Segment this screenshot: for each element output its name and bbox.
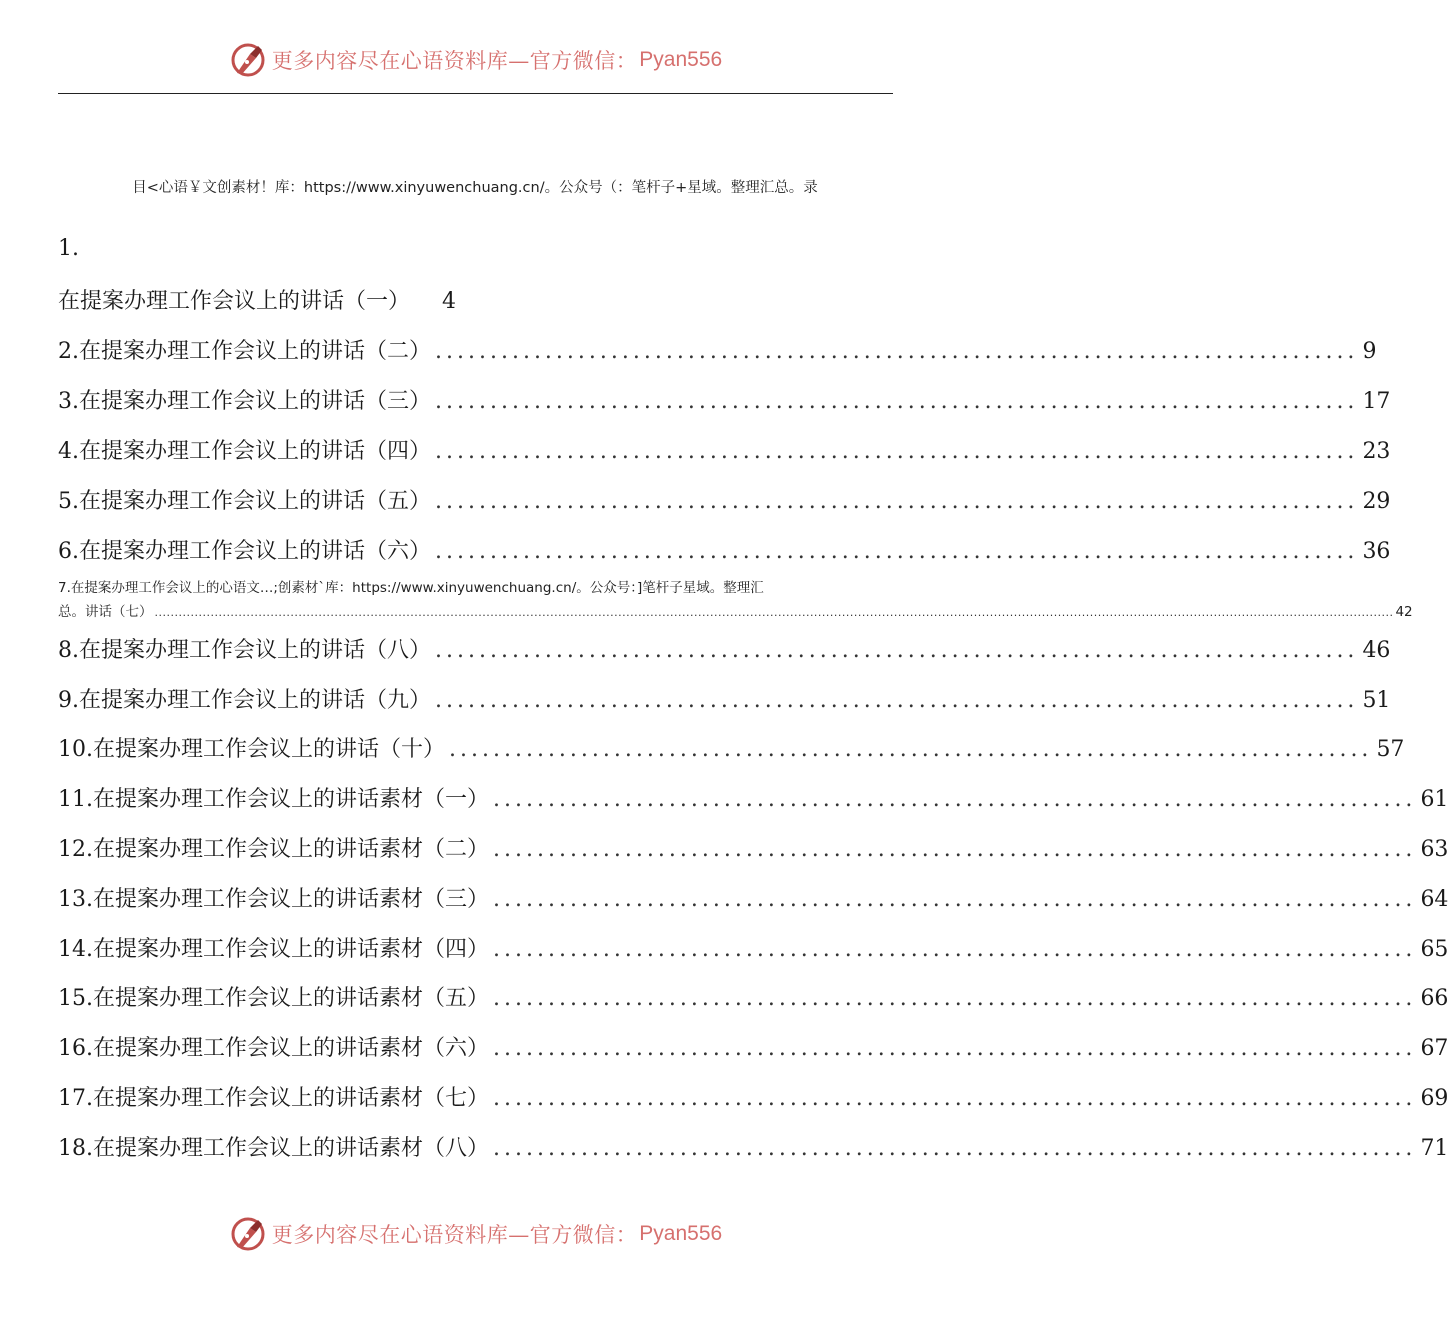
banner-handle: Pyan556 [639,48,723,71]
toc-entry-12[interactable] [58,832,1448,862]
toc-entry-page: 36 [1362,539,1391,564]
toc-leader: .................................................................................... [493,1036,1417,1061]
toc-entry-title: 2.在提案办理工作会议上的讲话（二） [58,339,431,364]
watermark-note: 目<心语￥文创素材！库：https://www.xinyuwenchuang.cn/。公众号（：笔杆子+星域。整理汇总。录 [132,180,818,196]
toc-leader: .................................................................................... [493,787,1417,812]
toc-entry-title: 6.在提案办理工作会议上的讲话（六） [58,539,431,564]
toc-entry-page: 61 [1420,787,1448,812]
toc-entry-title: 8.在提案办理工作会议上的讲话（八） [58,638,431,663]
toc-entry-page: 63 [1420,837,1448,862]
toc-entry-page: 17 [1362,389,1391,414]
toc-entry-title: 5.在提案办理工作会议上的讲话（五） [58,489,431,514]
header-banner [0,38,950,82]
toc-entry-title: 18.在提案办理工作会议上的讲话素材（八） [58,1136,489,1161]
toc-entry-title: 17.在提案办理工作会议上的讲话素材（七） [58,1086,489,1111]
toc-entry-8[interactable] [58,633,1391,663]
toc-entry-page: 46 [1362,638,1391,663]
toc-entry-1[interactable] [58,284,456,315]
toc-entry-page: 57 [1376,737,1405,762]
banner-text: 更多内容尽在心语资料库—官方微信： [271,49,638,73]
toc-leader: .................................................................................... [435,688,1359,713]
toc-leader: .................................................................................... [435,539,1359,564]
toc-entry-page: 4 [442,289,457,314]
toc-entry-title: 3.在提案办理工作会议上的讲话（三） [58,389,431,414]
toc-entry-page: 51 [1362,688,1391,713]
footer-banner [0,1212,950,1256]
toc-entry-page: 65 [1420,937,1448,962]
toc-entry-7-line1: 7.在提案办理工作会议上的心语文…;创素材`库：https://www.xinyuwenchuang.cn/。公众号：]笔杆子星域。整理汇 [58,580,764,596]
toc-leader: .................................................................................... [493,887,1417,912]
toc-entry-page: 9 [1362,339,1377,364]
toc-leader: .................................................................................... [435,638,1359,663]
toc-entry-13[interactable] [58,882,1448,912]
toc-entry-10[interactable] [58,732,1405,762]
toc-entry-title: 11.在提案办理工作会议上的讲话素材（一） [58,787,489,812]
pen-nib-logo-icon [228,1214,268,1254]
toc-entry-18[interactable] [58,1131,1448,1161]
toc-entry-7-line2: 总。讲话（七） [58,604,153,620]
banner-text: 更多内容尽在心语资料库—官方微信： [271,1223,638,1247]
toc-leader: .................................................................................... [435,439,1359,464]
toc-entry-6[interactable] [58,534,1391,564]
toc-entry-2[interactable] [58,334,1377,364]
toc-entry-page: 66 [1420,986,1448,1011]
toc-leader: ...................................................................................................................................................................................................................................................................................................................... [154,606,1394,619]
toc-entry-title: 13.在提案办理工作会议上的讲话素材（三） [58,887,489,912]
toc-entry-page: 42 [1395,604,1413,620]
toc-entry-9[interactable] [58,683,1391,713]
pen-nib-logo-icon [228,40,268,80]
toc-entry-page: 69 [1420,1086,1448,1111]
toc-entry-page: 71 [1420,1136,1448,1161]
toc-entry-page: 23 [1362,439,1391,464]
toc-entry-3[interactable] [58,384,1391,414]
toc-leader: .................................................................................... [435,339,1359,364]
toc-entry-title: 10.在提案办理工作会议上的讲话（十） [58,737,445,762]
toc-entry-page: 29 [1362,489,1391,514]
toc-entry-page: 67 [1420,1036,1448,1061]
toc-entry-title: 16.在提案办理工作会议上的讲话素材（六） [58,1036,489,1061]
toc-leader: .................................................................................... [493,1086,1417,1111]
toc-first-number: 1. [58,236,79,261]
toc-entry-title: 在提案办理工作会议上的讲话（一） [58,289,411,314]
toc-entry-title: 15.在提案办理工作会议上的讲话素材（五） [58,986,489,1011]
toc-entry-title: 14.在提案办理工作会议上的讲话素材（四） [58,937,489,962]
toc-leader: .................................................................................... [493,1136,1417,1161]
toc-entry-title: 9.在提案办理工作会议上的讲话（九） [58,688,431,713]
toc-entry-title: 4.在提案办理工作会议上的讲话（四） [58,439,431,464]
toc-leader: .................................................................................... [435,389,1359,414]
banner-handle: Pyan556 [639,1222,723,1245]
toc-leader: .................................................................................... [435,489,1359,514]
toc-entry-11[interactable] [58,782,1448,812]
toc-leader: .................................................................................... [449,737,1373,762]
toc-leader: .................................................................................... [493,837,1417,862]
header-rule [58,93,893,94]
toc-entry-4[interactable] [58,434,1391,464]
toc-entry-5[interactable] [58,484,1391,514]
toc-entry-15[interactable] [58,981,1448,1011]
toc-entry-17[interactable] [58,1081,1448,1111]
toc-entry-16[interactable] [58,1031,1448,1061]
toc-entry-title: 12.在提案办理工作会议上的讲话素材（二） [58,837,489,862]
toc-leader: .................................................................................... [493,937,1417,962]
toc-entry-14[interactable] [58,932,1448,962]
toc-leader: .................................................................................... [493,986,1417,1011]
toc-entry-page: 64 [1420,887,1448,912]
